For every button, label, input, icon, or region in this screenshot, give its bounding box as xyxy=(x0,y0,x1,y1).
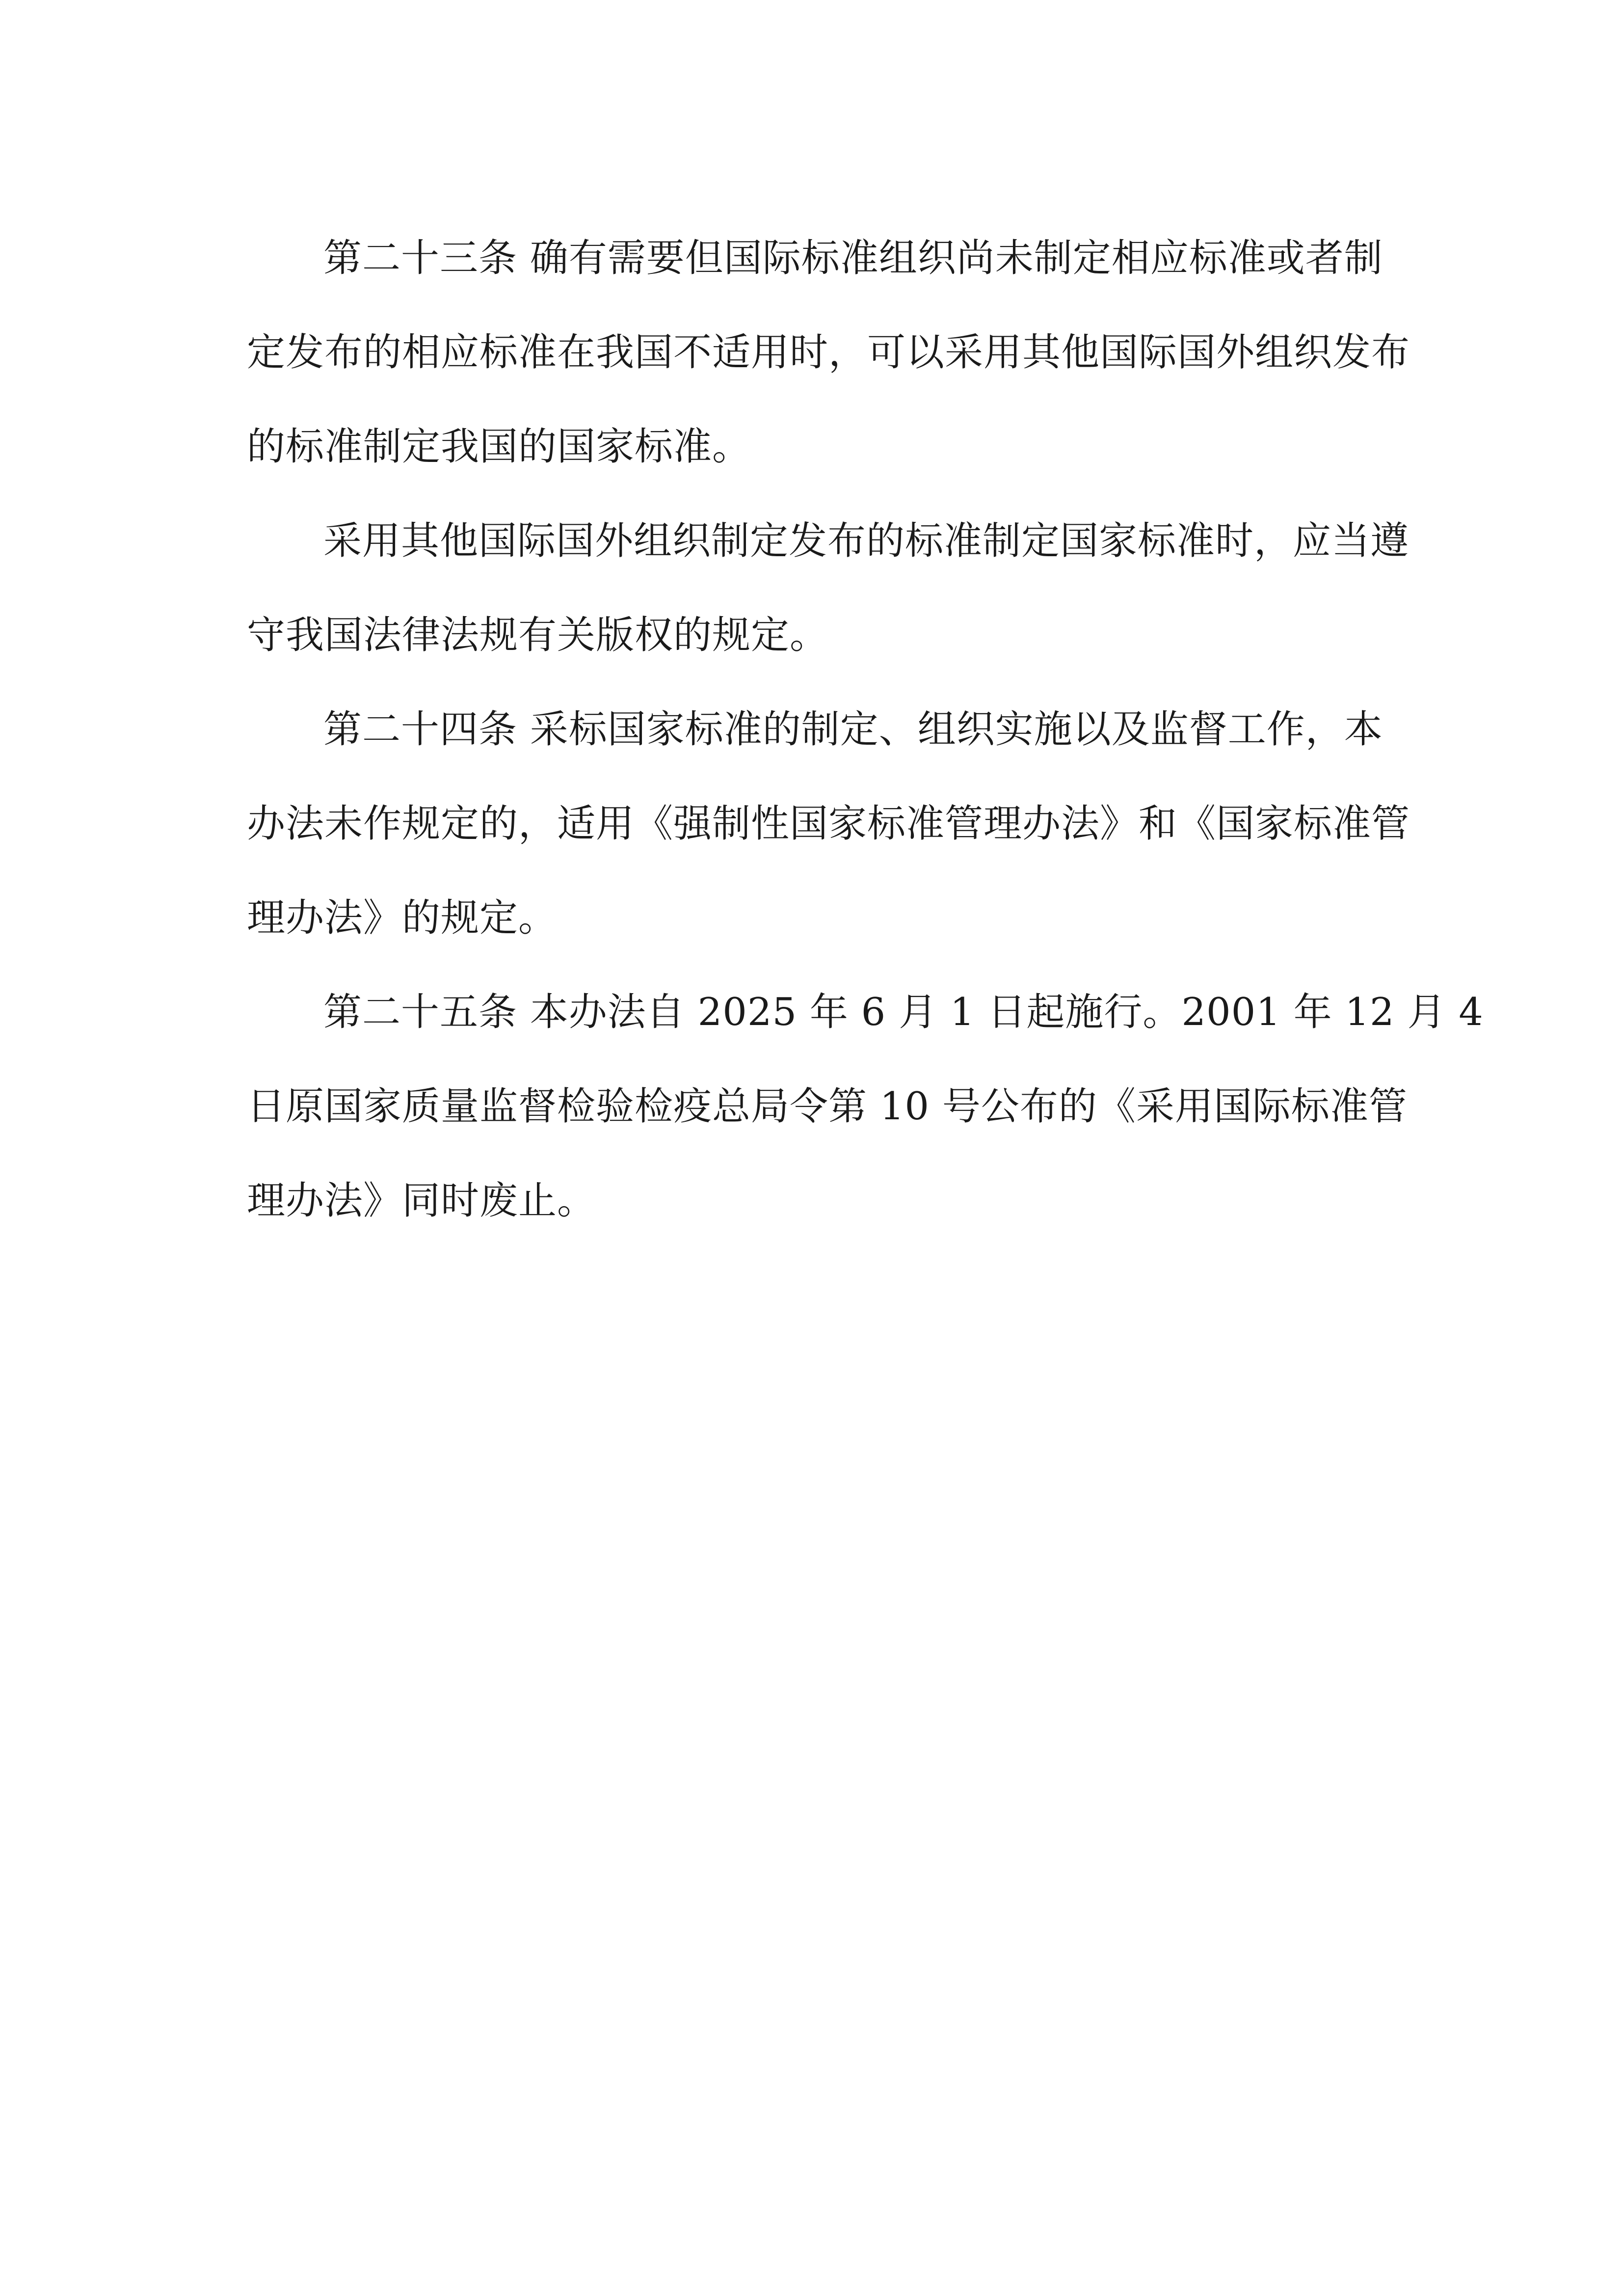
text-line: 的标准制定我国的国家标准。 xyxy=(247,425,751,469)
text-line: 第二十三条 确有需要但国际标准组织尚未制定相应标准或者制 xyxy=(323,236,1383,280)
article-23-paragraph xyxy=(247,211,1410,494)
article-25-paragraph xyxy=(247,965,1484,1248)
text-line: 办法未作规定的，适用《强制性国家标准管理办法》和《国家标准管 xyxy=(247,802,1410,846)
text-line: 守我国法律法规有关版权的规定。 xyxy=(247,613,829,657)
text-line: 理办法》的规定。 xyxy=(247,896,558,940)
document-body xyxy=(247,211,1484,1248)
text-line: 理办法》同时废止。 xyxy=(247,1179,596,1223)
text-line: 定发布的相应标准在我国不适用时，可以采用其他国际国外组织发布 xyxy=(247,330,1410,375)
article-24-paragraph xyxy=(247,682,1410,965)
text-line: 第二十四条 采标国家标准的制定、组织实施以及监督工作，本 xyxy=(323,707,1383,752)
text-line: 日原国家质量监督检验检疫总局令第 10 号公布的《采用国际标准管 xyxy=(247,1084,1408,1129)
text-line: 采用其他国际国外组织制定发布的标准制定国家标准时，应当遵 xyxy=(323,519,1410,563)
text-line: 第二十五条 本办法自 2025 年 6 月 1 日起施行。2001 年 12 月 4 xyxy=(323,990,1484,1034)
article-23-copyright-paragraph xyxy=(247,494,1410,682)
